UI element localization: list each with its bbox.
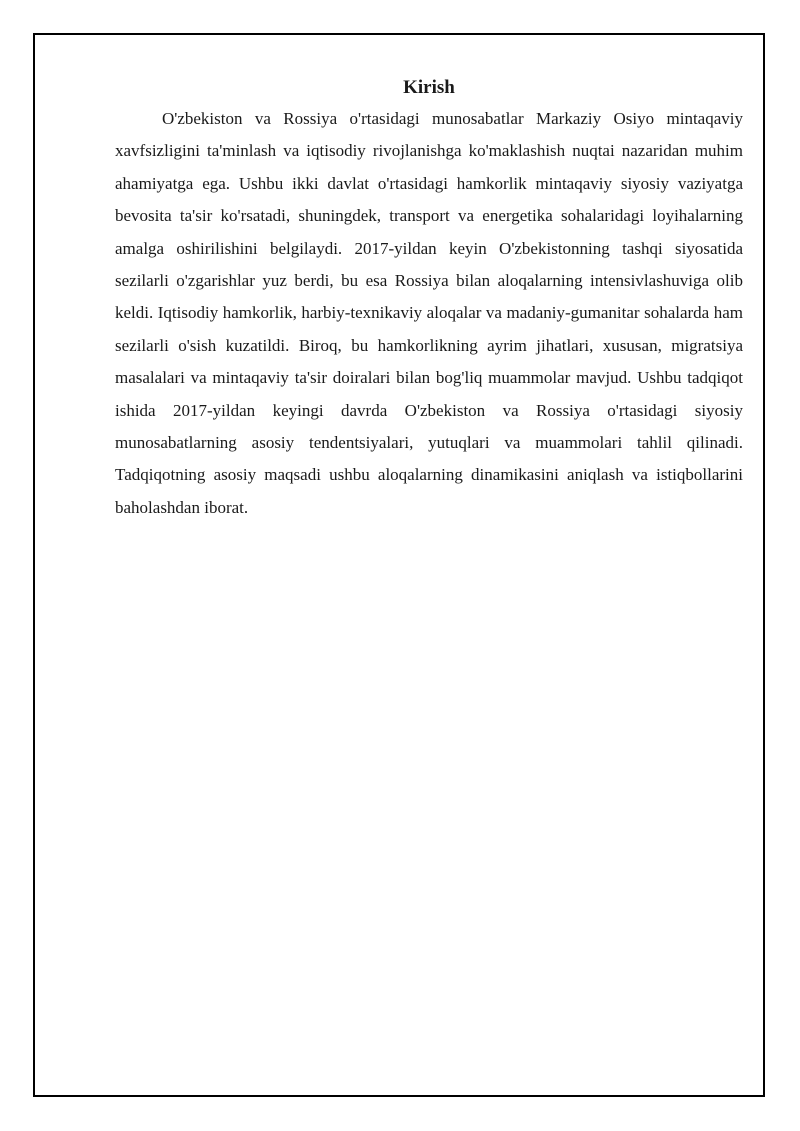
intro-paragraph: O'zbekiston va Rossiya o'rtasidagi munosabatlar Markaziy Osiyo mintaqaviy xavfsizligini ta'minlash va iqtisodiy rivojlanishga ko'maklashish nuqtai nazaridan muhim ahamiyatga ega. Ushbu ikki davlat o'rtasidagi hamkorlik mintaqaviy siyosiy vaziyatga bevosita ta'sir ko'rsatadi, shuningdek, transport va energetika sohalaridagi loyihalarning amalga oshirilishini belgilaydi. 2017-yildan keyin O'zbekistonning tashqi siyosatida sezilarli o'zgarishlar yuz berdi, bu esa Rossiya bilan aloqalarning intensivlashuviga olib keldi. Iqtisodiy hamkorlik, harbiy-texnikaviy aloqalar va madaniy-gumanitar sohalarda ham sezilarli o'sish kuzatildi. Biroq, bu hamkorlikning ayrim jihatlari, xususan, migratsiya masalalari va mintaqaviy ta'sir doiralari bilan bog'liq muammolar mavjud. Ushbu tadqiqot ishida 2017-yildan keyingi davrda O'zbekiston va Rossiya o'rtasidagi siyosiy munosabatlarning asosiy tendentsiyalari, yutuqlari va muammolari tahlil qilinadi. Tadqiqotning asosiy maqsadi ushbu aloqalarning dinamikasini aniqlash va istiqbollarini baholashdan iborat.	[115, 109, 743, 517]
document-body	[115, 74, 743, 524]
section-heading: Kirish	[403, 77, 455, 98]
